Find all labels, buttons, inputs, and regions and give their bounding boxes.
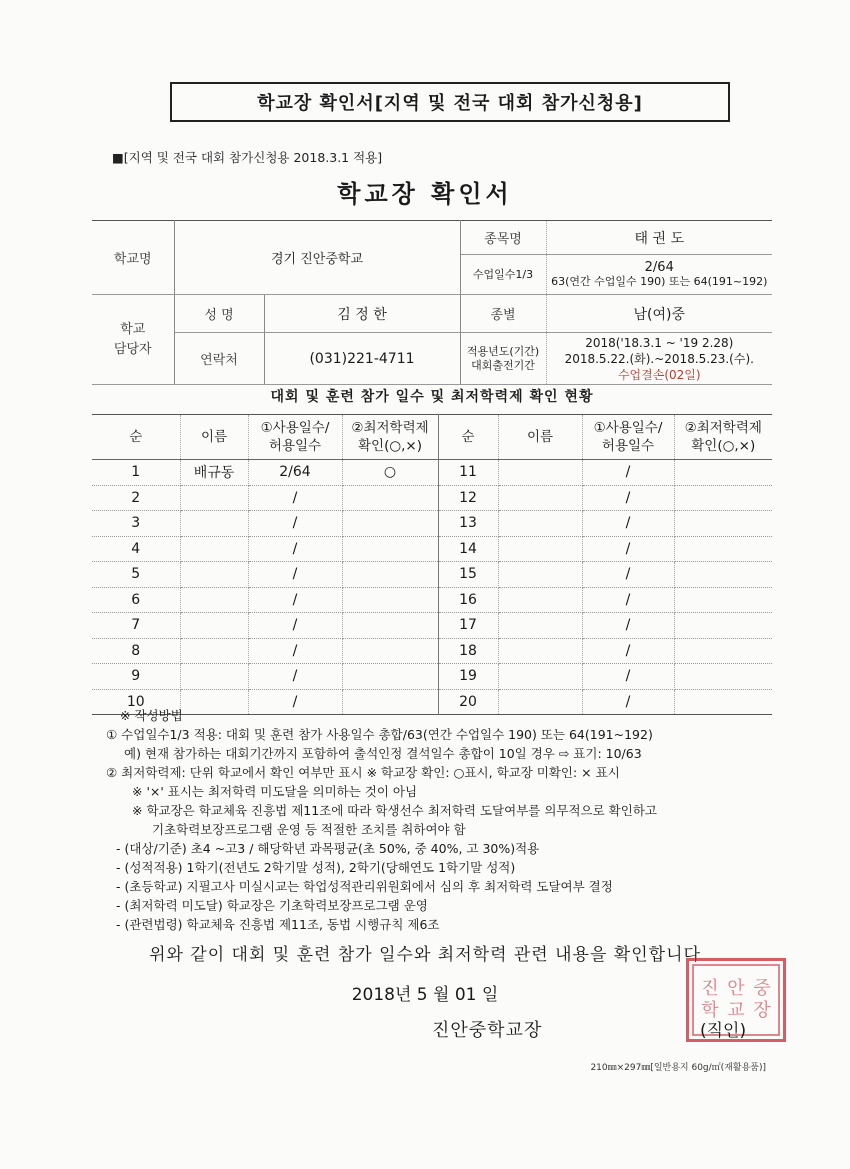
row-check xyxy=(342,485,438,511)
row-name-2 xyxy=(498,664,582,690)
header-name-2: 이름 xyxy=(498,415,582,460)
sport-value: 태 권 도 xyxy=(546,221,772,255)
period-label-1: 적용년도(기간) xyxy=(466,344,540,358)
row-no-2: 19 xyxy=(438,664,498,690)
header-days xyxy=(248,415,342,460)
header-check-2 xyxy=(674,415,772,460)
row-no: 8 xyxy=(92,638,180,664)
header-check xyxy=(342,415,438,460)
header-days-2-l1: ①사용일수/ xyxy=(593,420,663,436)
row-name-2 xyxy=(498,587,582,613)
row-days-2: / xyxy=(582,664,674,690)
seal-char: 안 xyxy=(727,978,745,999)
table-row xyxy=(92,536,772,562)
subheader: ■[지역 및 전국 대회 참가신청용 2018.3.1 적용] xyxy=(112,150,383,165)
row-days-2: / xyxy=(582,638,674,664)
period-value-cell xyxy=(546,333,772,385)
row-name xyxy=(180,562,248,588)
header-days-l2: 허용일수 xyxy=(268,438,322,454)
header-days-2-l2: 허용일수 xyxy=(601,438,655,454)
row-check xyxy=(342,664,438,690)
note-line-6: 기초학력보장프로그램 운영 등 적절한 조치를 취하여야 함 xyxy=(152,822,466,837)
header-check-2-l2: 확인(○,×) xyxy=(691,438,756,454)
roster-table xyxy=(92,414,772,715)
row-check xyxy=(342,613,438,639)
row-check: ○ xyxy=(342,460,438,486)
row-days-2: / xyxy=(582,562,674,588)
row-name xyxy=(180,587,248,613)
row-check-2 xyxy=(674,460,772,486)
row-days-2: / xyxy=(582,460,674,486)
contact-group-line2: 담당자 xyxy=(113,341,152,357)
seal-char: 중 xyxy=(753,978,771,999)
row-no: 4 xyxy=(92,536,180,562)
period-value-2: 2018.5.22.(화).~2018.5.23.(수). xyxy=(564,351,754,366)
row-no: 5 xyxy=(92,562,180,588)
seal-char: 진 xyxy=(701,978,719,999)
row-days: / xyxy=(248,562,342,588)
period-label-cell xyxy=(460,333,546,385)
row-check-2 xyxy=(674,562,772,588)
note-line-9: - (초등학교) 지필고사 미실시교는 학업성적관리위원회에서 심의 후 최저학력 도달여부 결정 xyxy=(116,879,613,894)
days-note: 63(연간 수업일수 190) 또는 64(191~192) xyxy=(551,275,768,288)
header-no: 순 xyxy=(92,415,180,460)
note-line-5: ※ 학교장은 학교체육 진흥법 제11조에 따라 학생선수 최저학력 도달여부를 의무적으로 확인하고 xyxy=(132,803,657,818)
note-line-3: ② 최저학력제: 단위 학교에서 확인 여부만 표시 ※ 학교장 확인: ○표시, 학교장 미확인: × 표시 xyxy=(106,765,620,780)
header-title-box xyxy=(170,82,730,122)
period-value-1: 2018('18.3.1 ~ '19 2.28) xyxy=(585,335,734,350)
document-title: 학교장 확인서 xyxy=(337,180,513,208)
period-label-2: 대회출전기간 xyxy=(471,358,535,372)
header-days-l1: ①사용일수/ xyxy=(260,420,330,436)
note-line-7: - (대상/기준) 초4 ~고3 / 해당학년 과목평균(초 50%, 중 40%, 고 30%)적용 xyxy=(116,841,540,856)
row-no: 2 xyxy=(92,485,180,511)
notes-section xyxy=(106,706,786,934)
days-value: 2/64 xyxy=(644,260,674,275)
row-no: 7 xyxy=(92,613,180,639)
header-name: 이름 xyxy=(180,415,248,460)
note-line-2: 예) 현재 참가하는 대회기간까지 포함하여 출석인정 결석일수 총합이 10일 경우 ⇨ 표기: 10/63 xyxy=(124,746,642,761)
table-row xyxy=(92,613,772,639)
section-title: 대회 및 훈련 참가 일수 및 최저학력제 확인 현황 xyxy=(270,389,594,405)
row-no: 9 xyxy=(92,664,180,690)
row-check xyxy=(342,511,438,537)
row-check xyxy=(342,638,438,664)
row-name-2 xyxy=(498,460,582,486)
row-no: 3 xyxy=(92,511,180,537)
note-line-10: - (최저학력 미도달) 학교장은 기초학력보장프로그램 운영 xyxy=(116,898,428,913)
name-label: 성 명 xyxy=(174,295,264,333)
note-line-8: - (성적적용) 1학기(전년도 2학기말 성적), 2학기(당해연도 1학기말 성적) xyxy=(116,860,516,875)
row-name xyxy=(180,485,248,511)
row-days: / xyxy=(248,511,342,537)
row-no-2: 13 xyxy=(438,511,498,537)
row-days-2: / xyxy=(582,587,674,613)
row-no: 10 xyxy=(92,689,180,715)
row-check-2 xyxy=(674,536,772,562)
row-name-2 xyxy=(498,562,582,588)
row-no-2: 16 xyxy=(438,587,498,613)
table-row xyxy=(92,485,772,511)
phone-label: 연락처 xyxy=(174,333,264,385)
note-line-11: - (관련법령) 학교체육 진흥법 제11조, 동법 시행규칙 제6조 xyxy=(116,917,440,932)
issue-date: 2018년 5 월 01 일 xyxy=(351,985,499,1005)
header-days-2 xyxy=(582,415,674,460)
seal-label: (직인) xyxy=(700,1021,747,1041)
row-days: / xyxy=(248,638,342,664)
row-days: / xyxy=(248,587,342,613)
row-check-2 xyxy=(674,638,772,664)
period-value-3: 수업결손(02일) xyxy=(617,367,701,382)
row-days: / xyxy=(248,485,342,511)
seal-char: 장 xyxy=(753,1000,771,1021)
row-check xyxy=(342,587,438,613)
days-label: 수업일수1/3 xyxy=(460,255,546,295)
header-check-l2: 확인(○,×) xyxy=(358,438,422,454)
row-name-2 xyxy=(498,485,582,511)
row-no-2: 12 xyxy=(438,485,498,511)
row-name-2 xyxy=(498,638,582,664)
table-row xyxy=(92,638,772,664)
row-name-2 xyxy=(498,613,582,639)
row-no: 6 xyxy=(92,587,180,613)
row-days-2: / xyxy=(582,613,674,639)
row-name xyxy=(180,511,248,537)
row-days: / xyxy=(248,536,342,562)
contact-group-label xyxy=(92,295,174,385)
row-name xyxy=(180,536,248,562)
row-check-2 xyxy=(674,587,772,613)
roster-header-row xyxy=(92,415,772,460)
row-days-2: / xyxy=(582,511,674,537)
row-no-2: 17 xyxy=(438,613,498,639)
row-days: / xyxy=(248,613,342,639)
row-check-2 xyxy=(674,613,772,639)
row-name xyxy=(180,638,248,664)
row-check xyxy=(342,536,438,562)
row-days: / xyxy=(248,664,342,690)
confirm-statement: 위와 같이 대회 및 훈련 참가 일수와 최저학력 관련 내용을 확인합니다 xyxy=(149,945,701,965)
table-row xyxy=(92,460,772,486)
paper-spec-footer: 210㎜×297㎜[일반용지 60g/㎡(재활용품)] xyxy=(590,1063,766,1073)
gender-value: 남(여)중 xyxy=(546,295,772,333)
row-no-2: 15 xyxy=(438,562,498,588)
table-row xyxy=(92,587,772,613)
table-row xyxy=(92,562,772,588)
row-days-2: / xyxy=(582,689,674,715)
row-check-2 xyxy=(674,664,772,690)
row-check-2 xyxy=(674,485,772,511)
row-days-2: / xyxy=(582,485,674,511)
header-title: 학교장 확인서[지역 및 전국 대회 참가신청용] xyxy=(257,93,643,114)
seal-char: 교 xyxy=(727,1000,745,1021)
note-line-1: ① 수업일수1/3 적용: 대회 및 훈련 참가 사용일수 총합/63(연간 수업일수 190) 또는 64(191~192) xyxy=(106,727,653,742)
notes-header: ※ 작성방법 xyxy=(120,708,183,723)
row-no-2: 18 xyxy=(438,638,498,664)
row-no-2: 20 xyxy=(438,689,498,715)
days-cell xyxy=(546,255,772,295)
row-days: / xyxy=(248,689,342,715)
row-days: 2/64 xyxy=(248,460,342,486)
seal-char: 학 xyxy=(701,1000,719,1021)
table-row xyxy=(92,511,772,537)
principal-name: 진안중학교장 xyxy=(432,1020,543,1041)
row-name-2 xyxy=(498,536,582,562)
header-check-l1: ②최저학력제 xyxy=(351,420,429,436)
row-no-2: 11 xyxy=(438,460,498,486)
row-name xyxy=(180,664,248,690)
school-value: 경기 진안중학교 xyxy=(174,221,460,295)
header-check-2-l1: ②최저학력제 xyxy=(684,420,762,436)
row-check xyxy=(342,562,438,588)
row-check-2 xyxy=(674,511,772,537)
note-line-4: ※ '×' 표시는 최저학력 미도달을 의미하는 것이 아님 xyxy=(132,784,418,799)
school-label: 학교명 xyxy=(92,221,174,295)
info-table xyxy=(92,220,772,385)
name-value: 김 정 한 xyxy=(264,295,460,333)
row-name xyxy=(180,613,248,639)
gender-label: 종별 xyxy=(460,295,546,333)
contact-group-line1: 학교 xyxy=(120,321,146,337)
row-days-2: / xyxy=(582,536,674,562)
row-name-2 xyxy=(498,511,582,537)
phone-value: (031)221-4711 xyxy=(264,333,460,385)
row-no-2: 14 xyxy=(438,536,498,562)
row-name: 배규동 xyxy=(180,460,248,486)
sport-label: 종목명 xyxy=(460,221,546,255)
header-no-2: 순 xyxy=(438,415,498,460)
table-row xyxy=(92,664,772,690)
row-no: 1 xyxy=(92,460,180,486)
